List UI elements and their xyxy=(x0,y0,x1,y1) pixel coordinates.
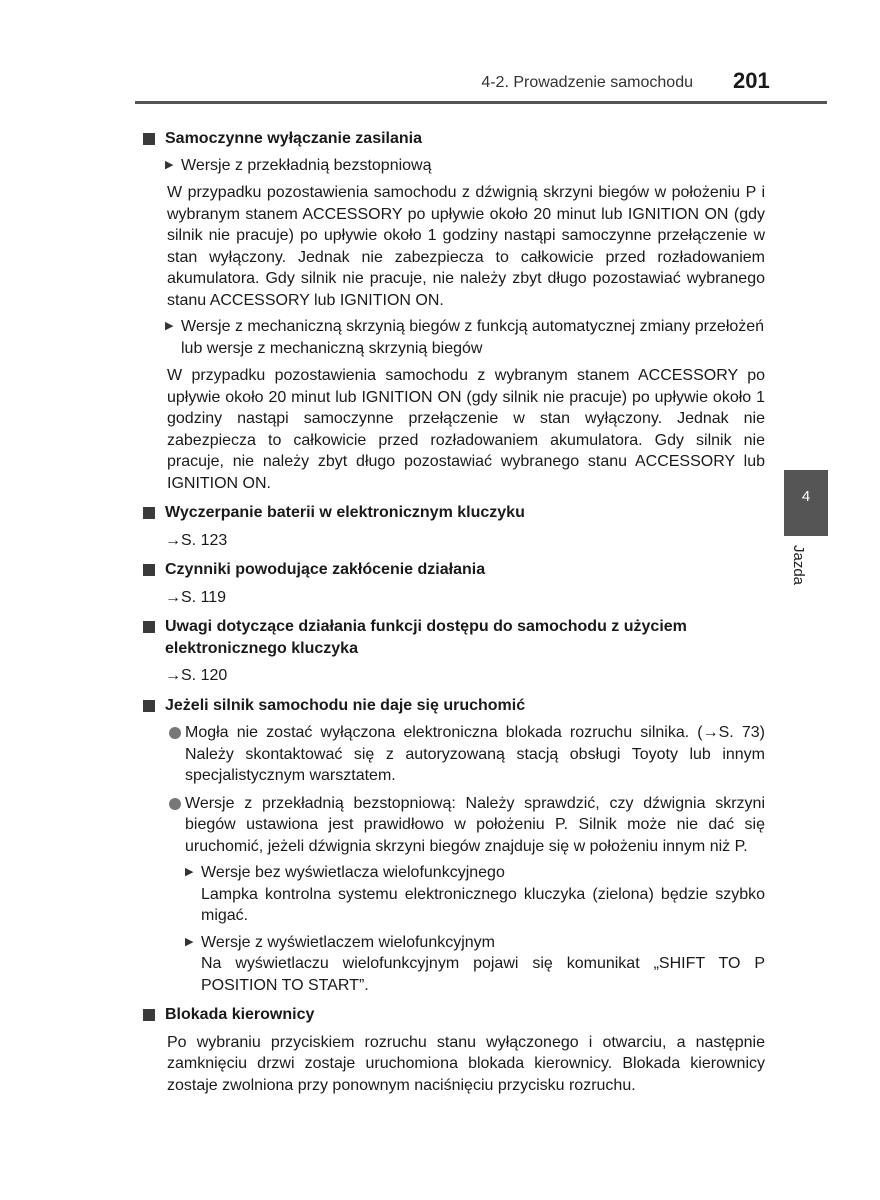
page-reference: →S. 119 xyxy=(165,588,227,606)
page-number: 201 xyxy=(733,68,770,93)
chapter-label xyxy=(785,545,809,615)
heading-auto-power-off: Samoczynne wyłączanie zasilania xyxy=(143,128,765,150)
chapter-tab xyxy=(784,470,828,536)
paragraph-manual: W przypadku pozostawienia samochodu z wybranym stanem ACCESSORY po upływie około 20 minut lub IGNITION ON (gdy silnik nie pracuje) po upływie około 1 godziny nastąpi samoczynne przełączenie w stan wyłączony. Jednak nie zabezpiecza to całkowicie przed rozładowaniem akumulatora. Gdy silnik nie pracuje, nie należy zbyt długo pozostawiać wybranego stanu ACCESSORY lub IGNITION ON. xyxy=(167,367,765,492)
paragraph-no-display: Lampka kontrolna systemu elektronicznego kluczyka (zielona) będzie szybko migać. xyxy=(201,885,765,924)
paragraph-display: Na wyświetlaczu wielofunkcyjnym pojawi się komunikat „SHIFT TO P POSITION TO START”. xyxy=(201,955,765,994)
heading-entry-notes: Uwagi dotyczące działania funkcji dostępu do samochodu z użyciem elektronicznego kluczyka xyxy=(143,616,765,659)
heading-engine-no-start: Jeżeli silnik samochodu nie daje się uruchomić xyxy=(143,695,765,717)
variant-no-display: ▶ Wersje bez wyświetlacza wielofunkcyjnego xyxy=(143,862,765,884)
variant-manual: ▶ Wersje z mechaniczną skrzynią biegów z funkcją automatycznej zmiany przełożeń lub wersje z mechaniczną skrzynią biegów xyxy=(143,316,765,359)
variant-cvt: ▶ Wersje z przekładnią bezstopniową xyxy=(143,155,765,177)
bullet-immobilizer: Mogła nie zostać wyłączona elektroniczna blokada rozruchu silnika. (→S. 73) Należy skontaktować się z autoryzowaną stacją obsługi Toyoty lub innym specjalistycznym warsztatem. xyxy=(143,722,765,787)
variant-display: ▶ Wersje z wyświetlaczem wielofunkcyjnym xyxy=(143,932,765,954)
chapter-number: 4 xyxy=(801,488,811,505)
bullet-shift-lever: Wersje z przekładnią bezstopniową: Należy sprawdzić, czy dźwignia skrzyni biegów ustawiona jest prawidłowo w położeniu P. Silnik może nie dać się uruchomić, jeżeli dźwignia skrzyni biegów znajduje się w położeniu innym niż P. xyxy=(143,793,765,858)
section-title: 4-2. Prowadzenie samochodu xyxy=(481,74,693,91)
paragraph-cvt: W przypadku pozostawienia samochodu z dźwignią skrzyni biegów w położeniu P i wybranym stanem ACCESSORY po upływie około 20 minut lub IGNITION ON (gdy silnik nie pracuje) po upływie około 1 godziny nastąpi samoczynne przełączenie w stan wyłączony. Jednak nie zabezpiecza to całkowicie przed rozładowaniem akumulatora. Gdy silnik nie pracuje, nie należy zbyt długo pozostawiać wybranego stanu ACCESSORY lub IGNITION ON. xyxy=(167,184,765,309)
heading-key-battery: Wyczerpanie baterii w elektronicznym kluczyku xyxy=(143,502,765,524)
paragraph-steering-lock: Po wybraniu przyciskiem rozruchu stanu wyłączonego i otwarciu, a następnie zamknięciu drzwi zostaje uruchomiona blokada kierownicy. Blokada kierownicy zostaje zwolniona przy ponownym naciśnięciu przycisku rozruchu. xyxy=(167,1033,765,1094)
page-header xyxy=(0,0,880,110)
heading-steering-lock: Blokada kierownicy xyxy=(143,1004,765,1026)
chapter-label-text: Jazda xyxy=(790,545,807,586)
page-reference: →S. 120 xyxy=(165,667,228,684)
header-divider xyxy=(135,101,827,104)
page-reference: →S. 123 xyxy=(165,531,228,549)
page-content xyxy=(143,128,765,1096)
heading-interference: Czynniki powodujące zakłócenie działania xyxy=(143,559,765,581)
